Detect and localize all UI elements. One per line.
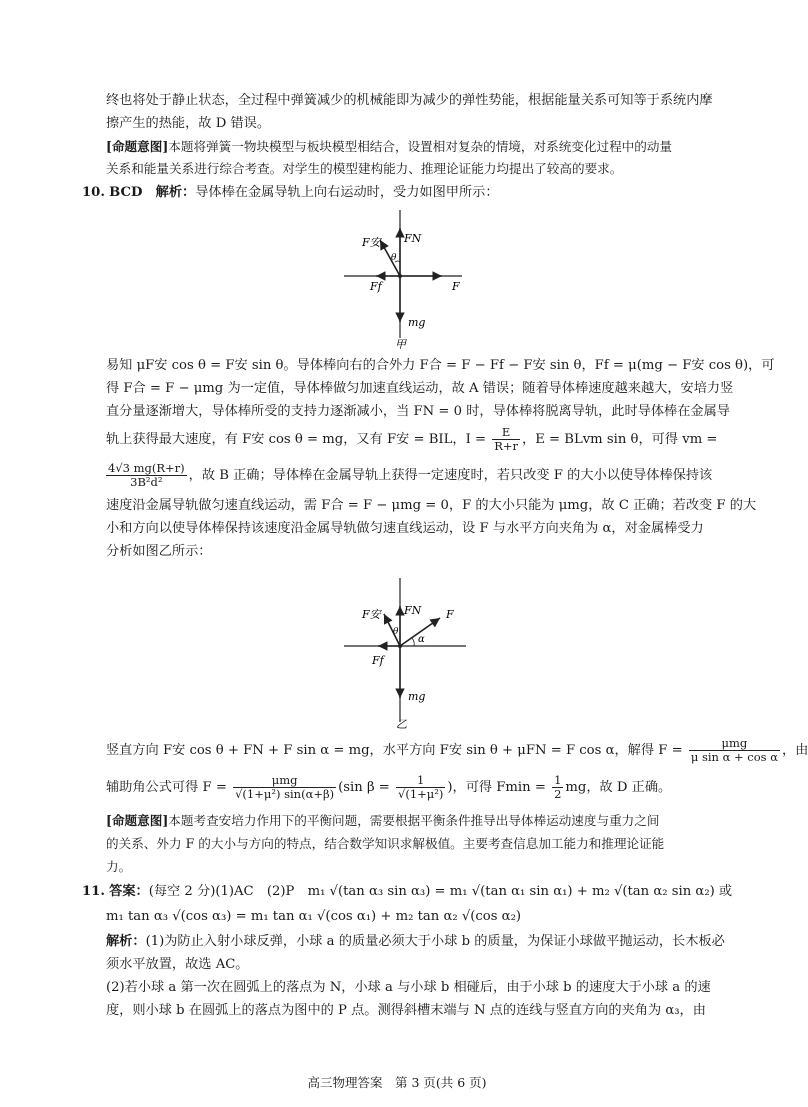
numerator: 1 xyxy=(554,773,562,787)
text-line: 分析如图乙所示： xyxy=(106,544,212,559)
text-segment: (sin β = xyxy=(338,780,390,795)
label-f-an: F安 xyxy=(362,608,381,621)
label-f-an: F安 xyxy=(362,236,381,249)
note-tag: [命题意图] xyxy=(106,813,169,828)
figure-caption: 甲 xyxy=(395,338,406,351)
text-line: 关系和能量关系进行综合考查。对学生的模型建构能力、推理论证能力均提出了较高的要求。 xyxy=(106,161,623,176)
fraction-current xyxy=(492,426,520,453)
force-diagram-a xyxy=(340,202,470,352)
text-line: 终也将处于静止状态，全过程中弹簧减少的机械能即为减少的弹性势能，根据能量关系可知等于系统内摩 xyxy=(106,93,713,108)
denominator: √(1+μ²) xyxy=(398,787,444,801)
denominator: μ sin α + cos α xyxy=(690,750,778,764)
ampere-force-arrow xyxy=(380,240,400,276)
text-segment: ，E = BLvm sin θ，可得 vm = xyxy=(522,432,718,447)
question-number: 11. xyxy=(82,884,105,899)
label-theta: θ xyxy=(393,627,399,637)
label-f: F xyxy=(446,608,454,621)
text-line-with-fractions xyxy=(106,774,671,801)
explanation-label: 解析： xyxy=(155,185,196,200)
numerator: μmg xyxy=(233,774,336,788)
text-line-with-fraction xyxy=(106,462,712,489)
page-footer: 高三物理答案 第 3 页(共 6 页) xyxy=(307,1075,487,1090)
text-line: 度，则小球 b 在圆弧上的落点为图中的 P 点。测得斜槽末端与 N 点的连线与竖直方向的夹角为 α₃，由 xyxy=(106,1003,706,1018)
text-line: 速度沿金属导轨做匀速直线运动，需 F合 = F − μmg = 0，F 的大小只能为 μmg，故 C 正确；若改变 F 的大 xyxy=(106,498,757,513)
text-line: (2)若小球 a 第一次在圆弧上的落点为 N，小球 a 与小球 b 相碰后，由于小球 b 的速度大于小球 a 的速 xyxy=(106,980,711,995)
design-intent-note xyxy=(106,138,672,156)
note-tag: [命题意图] xyxy=(106,139,169,154)
question-11-header xyxy=(82,883,732,901)
denominator: √(1+μ²) sin(α+β) xyxy=(235,787,335,801)
explanation-line xyxy=(106,933,725,951)
text-segment: 辅助角公式可得 F = xyxy=(106,780,227,795)
label-f: F xyxy=(452,280,460,293)
note-text: 本题考查安培力作用下的平衡问题，需要根据平衡条件推导出导体棒运动速度与重力之间 xyxy=(168,813,660,828)
text-line: 须水平放置，故选 AC。 xyxy=(106,957,249,972)
numerator: E xyxy=(492,426,520,440)
answer-label: 答案： xyxy=(109,884,149,899)
force-diagram-b xyxy=(340,572,480,732)
denominator: 2 xyxy=(554,787,562,801)
text-line: 擦产生的热能，故 D 错误。 xyxy=(106,116,271,131)
text-segment: ，故 B 正确；导体棒在金属导轨上获得一定速度时，若只改变 F 的大小以使导体棒保持该 xyxy=(188,468,713,483)
question-number: 10. xyxy=(82,185,105,200)
text-line-with-fractions xyxy=(106,426,717,453)
question-10-header xyxy=(82,184,499,202)
label-fn: FN xyxy=(404,232,422,245)
note-text: 本题将弹簧一物块模型与板块模型相结合，设置相对复杂的情境，对系统变化过程中的动量 xyxy=(168,139,673,154)
answer: BCD xyxy=(109,185,143,200)
text-segment: 轨上获得最大速度，有 F安 cos θ = mg，又有 F安 = BIL，I = xyxy=(106,432,487,447)
numerator: 1 xyxy=(396,774,445,788)
label-ff: Ff xyxy=(370,280,382,293)
answer-text: (每空 2 分)(1)AC (2)P m₁ √(tan α₃ sin α₃) = m₁ √(tan α₁ sin α₁) + m₂ √(tan α₂ sin α₂) 或 xyxy=(148,884,733,899)
text-line: 得 F合 = F − μmg 为一定值，导体棒做匀加速直线运动，故 A 错误；随着导体棒速度越来越大，安培力竖 xyxy=(106,381,734,396)
label-mg: mg xyxy=(408,316,426,329)
text-segment: ，由 xyxy=(782,743,808,758)
text-line: 小和方向以使导体棒保持该速度沿金属导轨做匀速直线运动，设 F 与水平方向夹角为 α，对金属棒受力 xyxy=(106,521,704,536)
intro-text: 导体棒在金属导轨上向右运动时，受力如图甲所示： xyxy=(195,185,499,200)
label-fn: FN xyxy=(404,604,422,617)
text-segment: )，可得 Fmin = xyxy=(447,780,546,795)
figure-caption: 乙 xyxy=(396,718,407,731)
text-line: 的关系、外力 F 的大小与方向的特点，结合数学知识求解极值。主要考查信息加工能力和推理论证能 xyxy=(106,836,665,851)
explanation-text: (1)为防止入射小球反弹，小球 a 的质量必须大于小球 b 的质量，为保证小球做平抛运动，长木板必 xyxy=(145,934,725,949)
text-line: 力。 xyxy=(106,859,132,874)
text-line: 直分量逐渐增大，导体棒所受的支持力逐渐减小，当 FN = 0 时，导体棒将脱离导轨，此时导体棒在金属导 xyxy=(106,404,730,419)
fraction-f2 xyxy=(233,774,336,801)
denominator: 3B²d² xyxy=(130,475,163,489)
design-intent-note xyxy=(106,812,659,830)
fraction-beta xyxy=(396,774,445,801)
explanation-label: 解析： xyxy=(106,934,146,949)
label-alpha: α xyxy=(418,634,425,645)
label-theta: θ xyxy=(391,253,397,263)
label-ff: Ff xyxy=(372,654,384,667)
text-line: 易知 μF安 cos θ = F安 sin θ。导体棒向右的合外力 F合 = F − Ff − F安 sin θ，Ff = μ(mg − F安 cos θ)，可 xyxy=(106,358,775,373)
text-line-with-fraction xyxy=(106,737,808,764)
numerator: μmg xyxy=(689,737,780,751)
fraction-f xyxy=(689,737,780,764)
text-segment: mg，故 D 正确。 xyxy=(565,780,672,795)
fraction-half xyxy=(552,774,563,801)
text-segment: 竖直方向 F安 cos θ + FN + F sin α = mg，水平方向 F安 sin θ + μFN = F cos α，解得 F = xyxy=(106,743,683,758)
denominator: R+r xyxy=(494,439,519,453)
answer-alt-formula: m₁ tan α₃ √(cos α₃) = m₁ tan α₁ √(cos α₁) + m₂ tan α₂ √(cos α₂) xyxy=(106,909,522,924)
label-mg: mg xyxy=(408,690,426,703)
fraction-vm xyxy=(106,462,187,489)
numerator: 4√3 mg(R+r) xyxy=(108,461,185,475)
